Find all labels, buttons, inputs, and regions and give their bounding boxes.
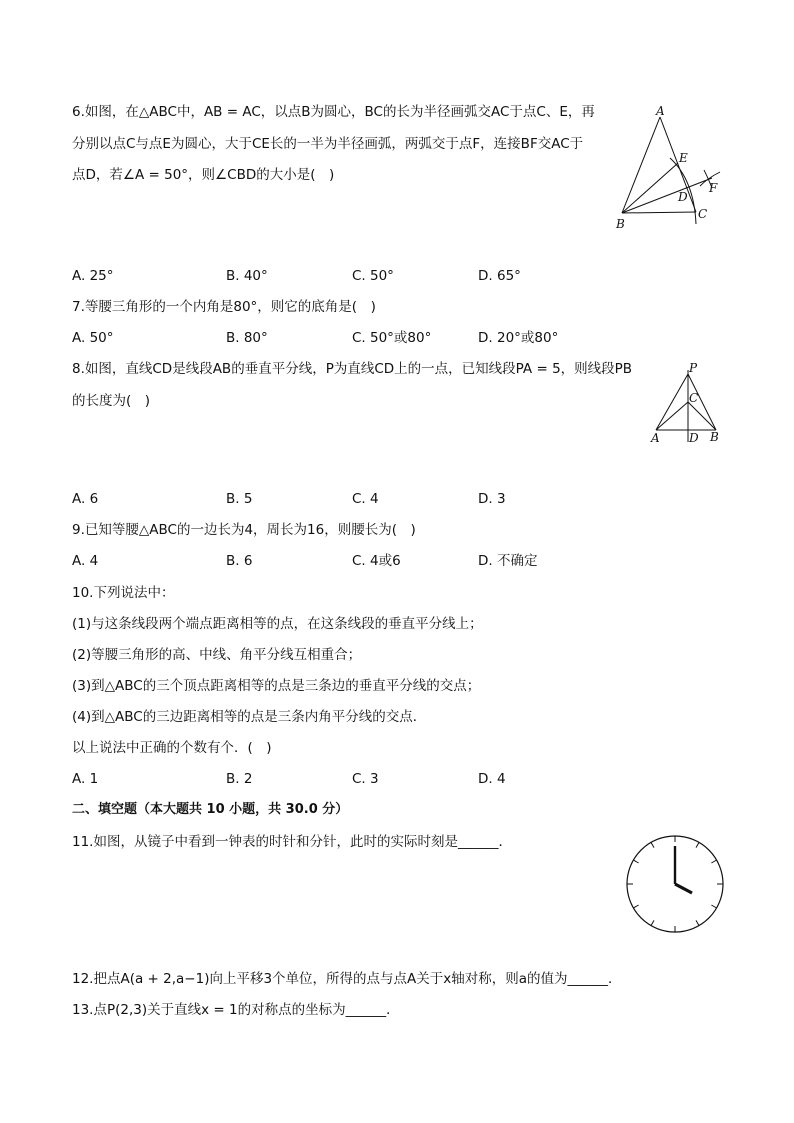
q6-label-c: C: [698, 207, 708, 221]
q10-option-d[interactable]: D. 4: [478, 771, 506, 787]
clock-hour-hand: [675, 884, 692, 893]
q8-figure: [646, 360, 726, 450]
q10-line-1: 10.下列说法中：: [72, 585, 175, 601]
q7-option-d[interactable]: D. 20°或80°: [478, 330, 559, 346]
q8-label-a: A: [651, 431, 660, 445]
q8-option-b[interactable]: B. 5: [226, 491, 253, 507]
q10-line-prompt: 以上说法中正确的个数有个．( ): [72, 740, 272, 756]
q7-option-c[interactable]: C. 50°或80°: [352, 330, 432, 346]
q10-statement-3: (3)到△ABC的三个顶点距离相等的点是三条边的垂直平分线的交点；: [72, 678, 481, 694]
q6-figure: [608, 100, 728, 235]
q6-option-a[interactable]: A. 25°: [72, 268, 114, 284]
q6-label-a: A: [656, 104, 665, 118]
q9-option-d[interactable]: D. 不确定: [478, 553, 538, 569]
q9-option-a[interactable]: A. 4: [72, 553, 99, 569]
q8-label-p: P: [689, 361, 698, 375]
section-heading: 二、填空题（本大题共 10 小题，共 30.0 分）: [72, 802, 349, 817]
clock-figure: [624, 833, 726, 935]
q8-option-d[interactable]: D. 3: [478, 491, 506, 507]
q6-option-d[interactable]: D. 65°: [478, 268, 521, 284]
q8-label-b: B: [710, 430, 719, 444]
q6-label-b: B: [616, 217, 625, 231]
q10-option-b[interactable]: B. 2: [226, 771, 253, 787]
q8-line-1: 8.如图，直线CD是线段AB的垂直平分线，P为直线CD上的一点，已知线段PA = 5，则线段PB: [72, 361, 633, 377]
q8-option-a[interactable]: A. 6: [72, 491, 99, 507]
q6-option-c[interactable]: C. 50°: [352, 268, 394, 284]
q13-line-1: 13.点P(2,3)关于直线x = 1的对称点的坐标为______．: [72, 1002, 400, 1018]
q6-option-b[interactable]: B. 40°: [226, 268, 268, 284]
q6-line-2: 分别以点C与点E为圆心，大于CE长的一半为半径画弧，两弧交于点F，连接BF交AC于: [72, 136, 584, 152]
q7-line-1: 7.等腰三角形的一个内角是80°，则它的底角是( ): [72, 299, 376, 315]
q10-option-c[interactable]: C. 3: [352, 771, 379, 787]
q10-statement-1: (1)与这条线段两个端点距离相等的点，在这条线段的垂直平分线上；: [72, 616, 483, 632]
q8-line-2: 的长度为( ): [72, 393, 151, 409]
q10-option-a[interactable]: A. 1: [72, 771, 99, 787]
q6-line-3: 点D，若∠A = 50°，则∠CBD的大小是( ): [72, 167, 335, 183]
q6-label-f: F: [709, 181, 718, 195]
q12-line-1: 12.把点A(a + 2,a−1)向上平移3个单位，所得的点与点A关于x轴对称，则a的值为______．: [72, 971, 622, 987]
q7-option-a[interactable]: A. 50°: [72, 330, 114, 346]
q8-label-c: C: [689, 391, 699, 405]
q6-label-d: D: [678, 190, 688, 204]
q9-option-c[interactable]: C. 4或6: [352, 553, 401, 569]
q10-statement-2: (2)等腰三角形的高、中线、角平分线互相重合；: [72, 647, 362, 663]
q7-option-b[interactable]: B. 80°: [226, 330, 268, 346]
q9-line-1: 9.已知等腰△ABC的一边长为4，周长为16，则腰长为( ): [72, 522, 416, 538]
q6-label-e: E: [679, 151, 688, 165]
q9-option-b[interactable]: B. 6: [226, 553, 253, 569]
q6-line-1: 6.如图，在△ABC中，AB = AC，以点B为圆心，BC的长为半径画弧交AC于点C、E，再: [72, 104, 595, 120]
q10-statement-4: (4)到△ABC的三边距离相等的点是三条内角平分线的交点．: [72, 709, 427, 725]
q8-option-c[interactable]: C. 4: [352, 491, 379, 507]
q8-label-d: D: [689, 431, 699, 445]
q11-line-1: 11.如图，从镜子中看到一钟表的时针和分针，此时的实际时刻是______．: [72, 834, 512, 850]
